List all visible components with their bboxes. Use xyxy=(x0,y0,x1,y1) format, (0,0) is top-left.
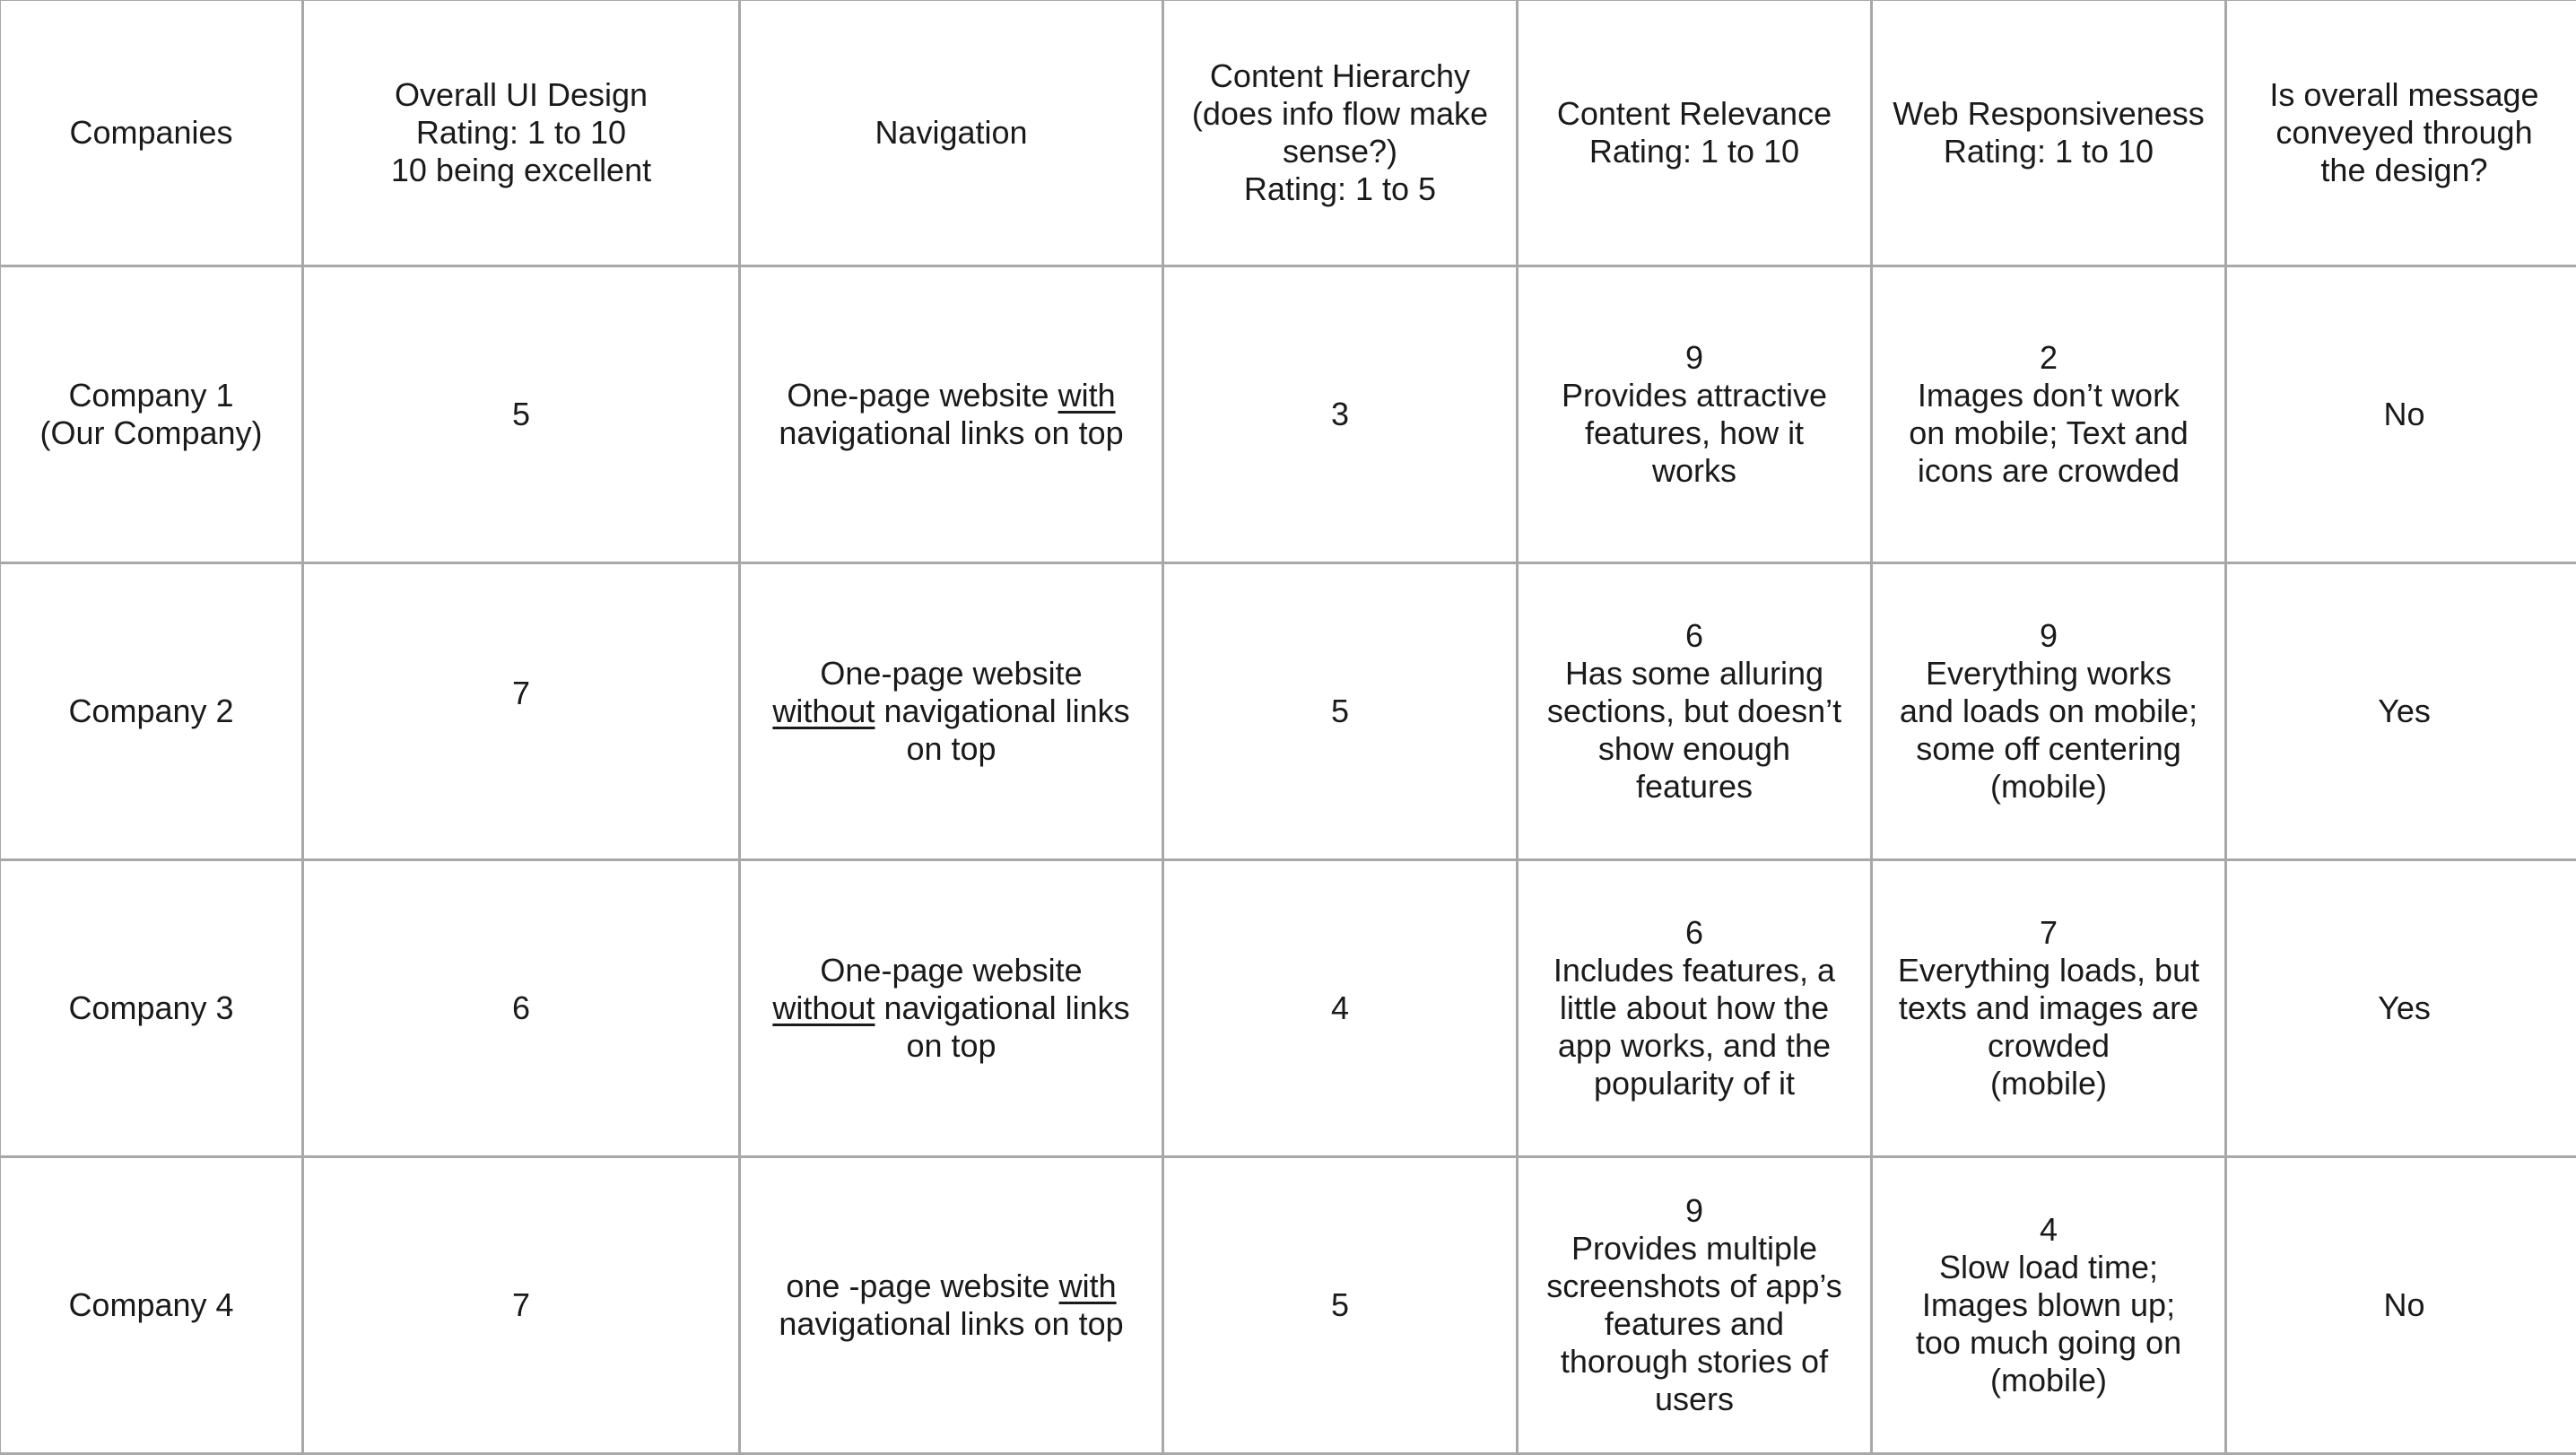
header-companies: Companies xyxy=(0,0,303,266)
hierarchy-rating: 5 xyxy=(1163,1157,1518,1454)
navigation-text-post: navigational links on top xyxy=(779,414,1123,451)
navigation-text-post: navigational links on top xyxy=(875,989,1129,1064)
header-content-hierarchy: Content Hierarchy (does info flow make sense?) Rating: 1 to 5 xyxy=(1163,0,1518,266)
responsiveness-cell: 9 Everything works and loads on mobile; some off centering (mobile) xyxy=(1872,563,2226,860)
ui-rating xyxy=(303,563,740,860)
navigation-text-post: navigational links on top xyxy=(779,1305,1123,1342)
table-row-company-4 xyxy=(0,1157,2576,1454)
navigation-text-pre: one -page website xyxy=(786,1268,1058,1304)
header-ui-design: Overall UI Design Rating: 1 to 10 10 being excellent xyxy=(303,0,740,266)
ui-rating: 7 xyxy=(303,1157,740,1454)
navigation-cell xyxy=(740,1157,1163,1454)
navigation-text-underlined: without xyxy=(772,989,875,1026)
table-row-company-1 xyxy=(0,266,2576,563)
message-cell: No xyxy=(2226,266,2576,563)
relevance-cell: 6 Has some alluring sections, but doesn’t show enough features xyxy=(1518,563,1872,860)
table-row-company-3 xyxy=(0,860,2576,1157)
responsiveness-cell: 7 Everything loads, but texts and images are crowded (mobile) xyxy=(1872,860,2226,1157)
ui-rating: 5 xyxy=(303,266,740,563)
navigation-text-underlined: without xyxy=(772,693,875,729)
hierarchy-rating: 5 xyxy=(1163,563,1518,860)
responsiveness-cell: 2 Images don’t work on mobile; Text and icons are crowded xyxy=(1872,266,2226,563)
company-name: Company 3 xyxy=(0,860,303,1157)
company-name: Company 2 xyxy=(0,563,303,860)
navigation-text-pre: One-page website xyxy=(820,655,1082,692)
relevance-cell: 9 Provides attractive features, how it works xyxy=(1518,266,1872,563)
responsiveness-cell: 4 Slow load time; Images blown up; too much going on (mobile) xyxy=(1872,1157,2226,1454)
message-cell: Yes xyxy=(2226,563,2576,860)
header-navigation: Navigation xyxy=(740,0,1163,266)
message-cell: No xyxy=(2226,1157,2576,1454)
header-message-conveyed: Is overall message conveyed through the design? xyxy=(2226,0,2576,266)
relevance-cell: 6 Includes features, a little about how the app works, and the popularity of it xyxy=(1518,860,1872,1157)
navigation-text-underlined: with xyxy=(1059,1268,1117,1304)
hierarchy-rating: 3 xyxy=(1163,266,1518,563)
navigation-text-pre: One-page website xyxy=(787,377,1057,414)
header-web-responsiveness: Web Responsiveness Rating: 1 to 10 xyxy=(1872,0,2226,266)
navigation-cell xyxy=(740,266,1163,563)
ui-rating-value: 7 xyxy=(512,675,530,712)
hierarchy-rating: 4 xyxy=(1163,860,1518,1157)
company-name: Company 4 xyxy=(0,1157,303,1454)
navigation-text-underlined: with xyxy=(1058,377,1116,414)
ui-rating: 6 xyxy=(303,860,740,1157)
company-name: Company 1 (Our Company) xyxy=(0,266,303,563)
message-cell: Yes xyxy=(2226,860,2576,1157)
navigation-text-pre: One-page website xyxy=(820,952,1082,989)
navigation-text-post: navigational links on top xyxy=(875,693,1129,767)
header-content-relevance: Content Relevance Rating: 1 to 10 xyxy=(1518,0,1872,266)
header-row xyxy=(0,0,2576,266)
table-row-company-2 xyxy=(0,563,2576,860)
relevance-cell: 9 Provides multiple screenshots of app’s features and thorough stories of users xyxy=(1518,1157,1872,1454)
navigation-cell xyxy=(740,563,1163,860)
navigation-cell xyxy=(740,860,1163,1157)
